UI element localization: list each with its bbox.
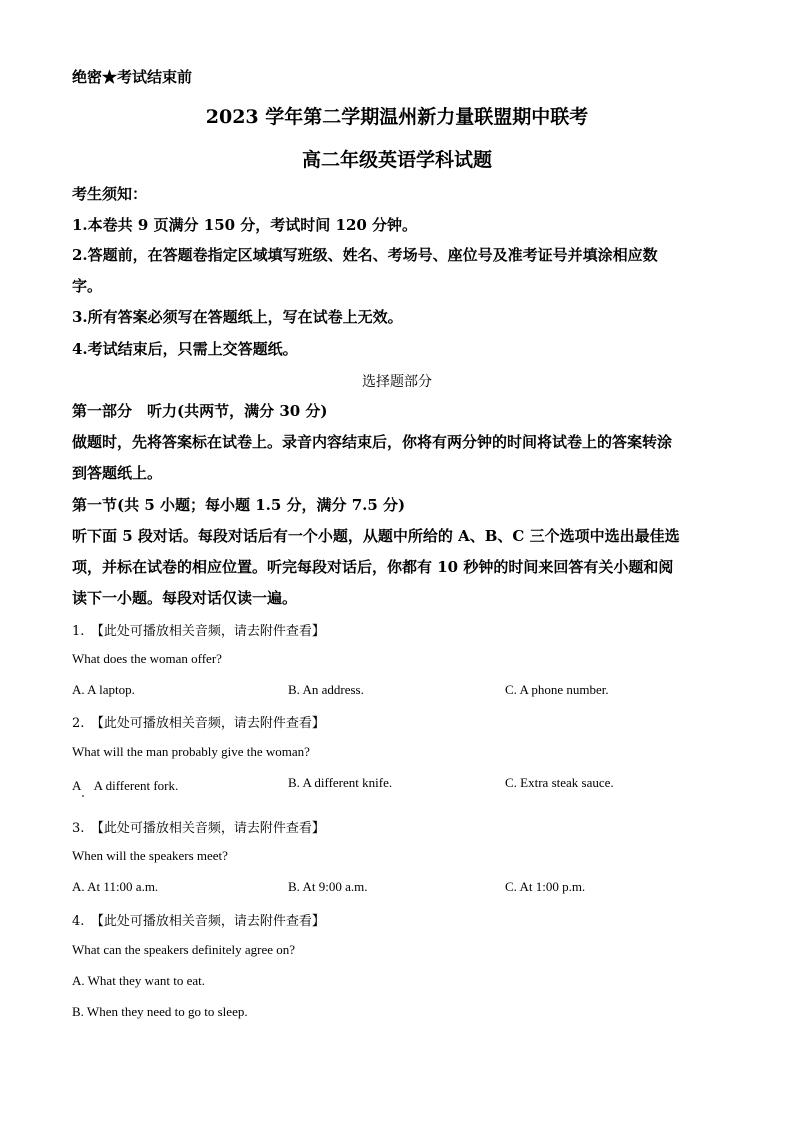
question-text: When will the speakers meet?: [72, 848, 228, 863]
option-b: B. A different knife.: [288, 775, 393, 790]
question-audio-label: 2. 【此处可播放相关音频，请去附件查看】: [72, 716, 325, 731]
question-text: What will the man probably give the woman?: [72, 744, 310, 759]
exam-title: 2023 学年第二学期温州新力量联盟期中联考: [205, 106, 589, 128]
notice-heading: 考生须知：: [72, 185, 148, 203]
notice-item: 4.考试结束后，只需上交答题纸。: [72, 340, 298, 358]
exam-subtitle: 高二年级英语学科试题: [301, 149, 492, 171]
question-audio-label: 4. 【此处可播放相关音频，请去附件查看】: [72, 914, 325, 929]
option-b: B. An address.: [288, 682, 364, 697]
notice-item: 字。: [72, 277, 103, 295]
option-c: C. At 1:00 p.m.: [505, 879, 586, 894]
secret-mark: 绝密★考试结束前: [72, 68, 193, 86]
part1-instruction: 到答题纸上。: [72, 464, 163, 482]
section-title: 选择题部分: [362, 374, 432, 390]
question-audio-label: 1. 【此处可播放相关音频，请去附件查看】: [72, 624, 325, 639]
option-b: B. At 9:00 a.m.: [288, 879, 368, 894]
option-a: A A different fork.: [72, 778, 179, 793]
option-a: A. At 11:00 a.m.: [72, 879, 159, 894]
part1-heading: 第一部分 听力(共两节，满分 30 分): [72, 402, 328, 420]
option-c: C. A phone number.: [505, 682, 609, 697]
part1-instruction: 做题时，先将答案标在试卷上。录音内容结束后，你将有两分钟的时间将试卷上的答案转涂: [72, 433, 673, 451]
option-a: A. What they want to eat.: [72, 973, 205, 988]
notice-item: 3.所有答案必须写在答题纸上，写在试卷上无效。: [72, 308, 403, 326]
option-a: A. A laptop.: [72, 682, 135, 697]
sub1-instruction: 听下面 5 段对话。每段对话后有一个小题，从题中所给的 A、B、C 三个选项中选出最佳选: [72, 527, 680, 545]
sub1-instruction: 项，并标在试卷的相应位置。听完每段对话后，你都有 10 秒钟的时间来回答有关小题和阅: [72, 558, 674, 576]
notice-item: 2.答题前，在答题卷指定区域填写班级、姓名、考场号、座位号及准考证号并填涂相应数: [72, 246, 658, 264]
question-text: What does the woman offer?: [72, 651, 222, 666]
option-b: B. When they need to go to sleep.: [72, 1004, 248, 1019]
stray-dot: [82, 795, 84, 797]
sub1-heading: 第一节(共 5 小题；每小题 1.5 分，满分 7.5 分): [72, 496, 406, 514]
question-text: What can the speakers definitely agree on?: [72, 942, 296, 957]
question-audio-label: 3. 【此处可播放相关音频，请去附件查看】: [72, 821, 325, 836]
sub1-instruction: 读下一小题。每段对话仅读一遍。: [72, 589, 298, 607]
option-c: C. Extra steak sauce.: [505, 775, 614, 790]
notice-item: 1.本卷共 9 页满分 150 分，考试时间 120 分钟。: [72, 216, 418, 234]
